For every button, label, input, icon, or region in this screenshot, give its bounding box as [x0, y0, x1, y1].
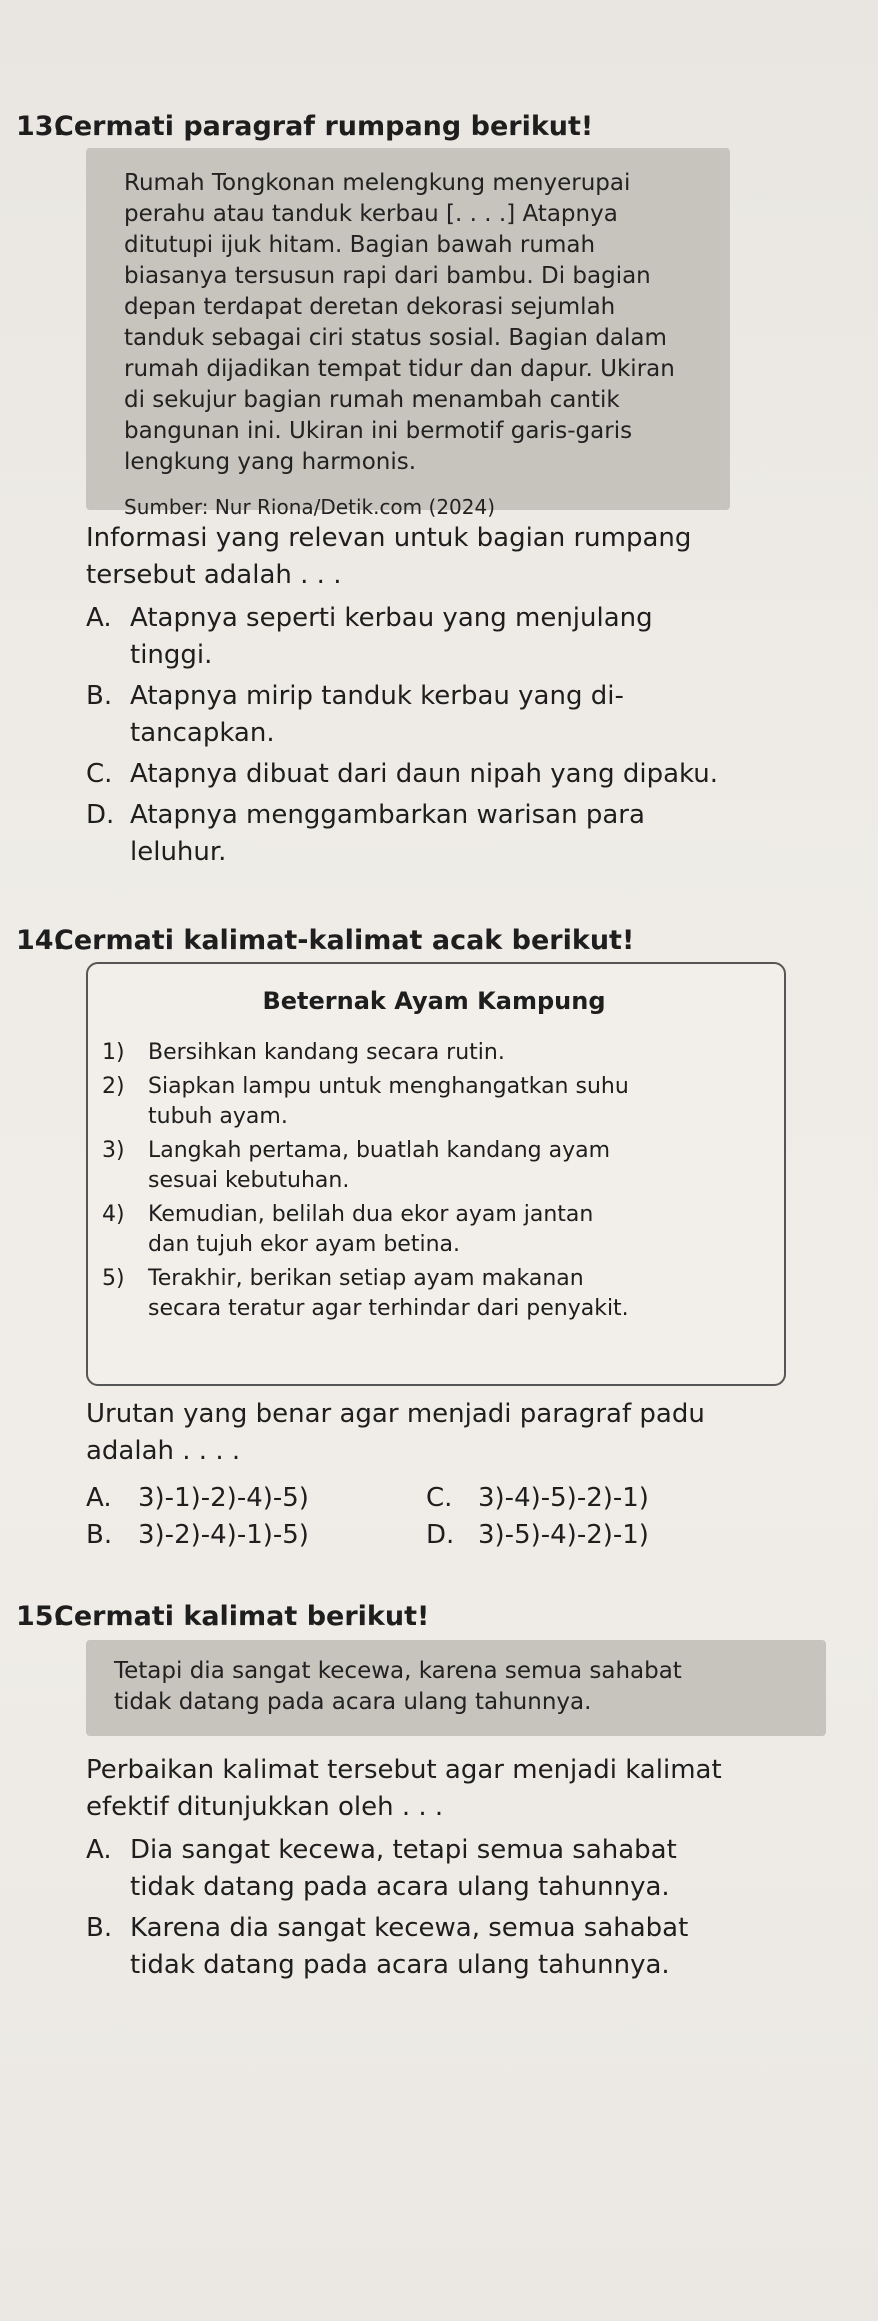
option-letter: C. — [426, 1483, 453, 1513]
step-text: secara teratur agar terhindar dari penyakit. — [148, 1296, 629, 1321]
option-text: tancapkan. — [130, 718, 275, 748]
option-letter: A. — [86, 1835, 112, 1865]
q13-source: Sumber: Nur Riona/Detik.com (2024) — [124, 495, 496, 519]
option-text: Atapnya seperti kerbau yang menjulang — [130, 603, 653, 633]
q15-option-b[interactable] — [86, 1910, 856, 1984]
q14-title — [16, 924, 634, 958]
step-text: sesuai kebutuhan. — [148, 1168, 350, 1193]
step-number: 4) — [102, 1202, 125, 1227]
q15-options — [86, 1832, 856, 1988]
step-text: Bersihkan kandang secara rutin. — [148, 1040, 505, 1065]
step-text: tubuh ayam. — [148, 1104, 288, 1129]
q15-question-line: efektif ditunjukkan oleh . . . — [86, 1792, 444, 1822]
option-text: 3)-5)-4)-2)-1) — [478, 1520, 649, 1550]
option-text: Dia sangat kecewa, tetapi semua sahabat — [130, 1835, 677, 1865]
option-letter: B. — [86, 1913, 113, 1943]
q13-passage-line: ditutupi ijuk hitam. Bagian bawah rumah — [124, 232, 596, 258]
q14-option-b[interactable] — [86, 1517, 426, 1554]
q14-option-d[interactable] — [426, 1517, 766, 1554]
q14-number: 14. — [16, 925, 64, 956]
step-number: 5) — [102, 1266, 125, 1291]
q13-question-line: tersebut adalah . . . — [86, 560, 342, 590]
q13-option-d[interactable] — [86, 797, 846, 871]
option-letter: D. — [426, 1520, 455, 1550]
option-letter: A. — [86, 1483, 112, 1513]
option-text: Atapnya dibuat dari daun nipah yang dipaku. — [130, 759, 719, 789]
q14-option-a[interactable] — [86, 1480, 426, 1517]
q13-passage-line: di sekujur bagian rumah menambah cantik — [124, 387, 620, 413]
q14-step — [102, 1038, 766, 1068]
option-text: Karena dia sangat kecewa, semua sahabat — [130, 1913, 689, 1943]
option-letter: A. — [86, 603, 112, 633]
step-text: Terakhir, berikan setiap ayam makanan — [148, 1266, 584, 1291]
option-letter: B. — [86, 1520, 113, 1550]
option-text: tidak datang pada acara ulang tahunnya. — [130, 1872, 670, 1902]
option-letter: D. — [86, 800, 115, 830]
q13-option-b[interactable] — [86, 678, 846, 752]
step-text: Langkah pertama, buatlah kandang ayam — [148, 1138, 611, 1163]
q14-option-c[interactable] — [426, 1480, 766, 1517]
q13-passage-line: rumah dijadikan tempat tidur dan dapur. Ukiran — [124, 356, 675, 382]
q14-options — [86, 1480, 766, 1554]
q13-passage-line: perahu atau tanduk kerbau [. . . .] Atapnya — [124, 201, 618, 227]
q13-passage-line: Rumah Tongkonan melengkung menyerupai — [124, 170, 631, 196]
q15-number: 15. — [16, 1601, 64, 1632]
q14-sentence-box — [86, 962, 786, 1386]
option-letter: B. — [86, 681, 113, 711]
step-text: dan tujuh ekor ayam betina. — [148, 1232, 460, 1257]
q13-title — [16, 110, 593, 144]
q15-sentence-box — [86, 1640, 826, 1736]
q13-question-line: Informasi yang relevan untuk bagian rumpang — [86, 523, 692, 553]
q15-question-line: Perbaikan kalimat tersebut agar menjadi kalimat — [86, 1755, 722, 1785]
q13-passage-line: tanduk sebagai ciri status sosial. Bagian dalam — [124, 325, 667, 351]
option-text: leluhur. — [130, 837, 227, 867]
q14-step — [102, 1072, 766, 1132]
option-text: tidak datang pada acara ulang tahunnya. — [130, 1950, 670, 1980]
step-number: 3) — [102, 1138, 125, 1163]
q14-step — [102, 1264, 766, 1324]
step-text: Kemudian, belilah dua ekor ayam jantan — [148, 1202, 594, 1227]
q13-question — [86, 520, 826, 594]
q14-question-line: adalah . . . . — [86, 1436, 241, 1466]
q13-title-text: Cermati paragraf rumpang berikut! — [54, 111, 594, 142]
option-text: Atapnya menggambarkan warisan para — [130, 800, 645, 830]
step-number: 2) — [102, 1074, 125, 1099]
q15-question — [86, 1752, 856, 1826]
q15-sentence-line: tidak datang pada acara ulang tahunnya. — [114, 1689, 592, 1715]
q13-number: 13. — [16, 111, 64, 142]
option-text: 3)-2)-4)-1)-5) — [138, 1520, 309, 1550]
option-letter: C. — [86, 759, 113, 789]
q14-question — [86, 1396, 846, 1470]
q13-option-c[interactable] — [86, 756, 846, 793]
step-text: Siapkan lampu untuk menghangatkan suhu — [148, 1074, 629, 1099]
q14-title-text: Cermati kalimat-kalimat acak berikut! — [54, 925, 635, 956]
q13-passage-line: biasanya tersusun rapi dari bambu. Di bagian — [124, 263, 651, 289]
q13-options — [86, 600, 846, 875]
q15-title — [16, 1600, 429, 1634]
q14-step — [102, 1200, 766, 1260]
q15-title-text: Cermati kalimat berikut! — [54, 1601, 430, 1632]
q13-passage-line: bangunan ini. Ukiran ini bermotif garis-garis — [124, 418, 633, 444]
option-text: Atapnya mirip tanduk kerbau yang di- — [130, 681, 624, 711]
q15-sentence-line: Tetapi dia sangat kecewa, karena semua sahabat — [114, 1658, 682, 1684]
q13-option-a[interactable] — [86, 600, 846, 674]
q15-option-a[interactable] — [86, 1832, 856, 1906]
q13-passage-line: lengkung yang harmonis. — [124, 449, 417, 475]
q13-passage-line: depan terdapat deretan dekorasi sejumlah — [124, 294, 616, 320]
q13-passage-box — [86, 148, 730, 519]
q14-question-line: Urutan yang benar agar menjadi paragraf padu — [86, 1399, 705, 1429]
option-text: tinggi. — [130, 640, 213, 670]
q14-box-title: Beternak Ayam Kampung — [262, 987, 606, 1015]
option-text: 3)-4)-5)-2)-1) — [478, 1483, 649, 1513]
q14-step — [102, 1136, 766, 1196]
option-text: 3)-1)-2)-4)-5) — [138, 1483, 309, 1513]
step-number: 1) — [102, 1040, 125, 1065]
